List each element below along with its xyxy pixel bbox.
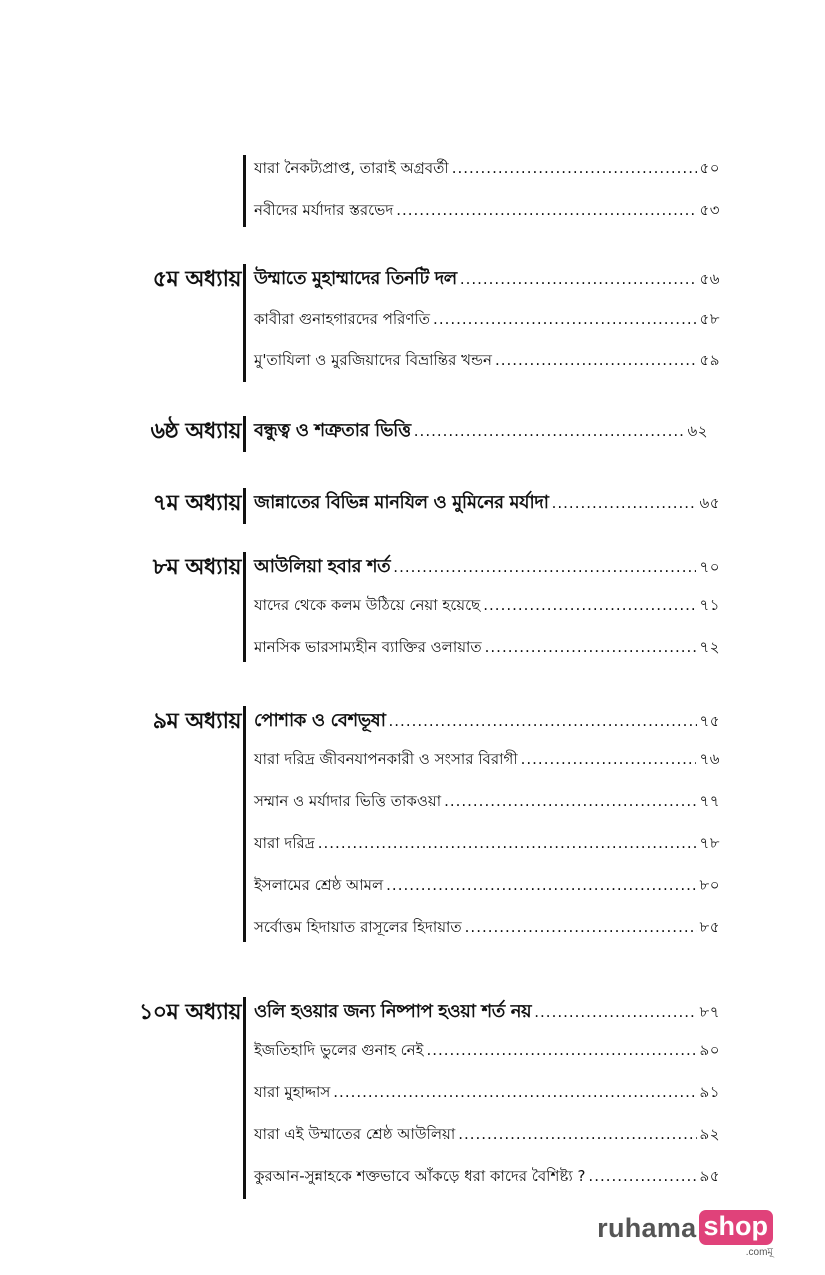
toc-entry[interactable] (254, 199, 720, 227)
toc-entry-page: ৭৫ (699, 712, 720, 730)
toc-entry-title: কুরআন-সুন্নাহকে শক্তভাবে আঁকড়ে ধরা কাদের বৈশিষ্ট্য ? (254, 1167, 586, 1185)
toc-entry-page: ৯১ (699, 1083, 720, 1101)
toc-entry-page: ৭২ (699, 638, 720, 656)
leader-dots (433, 310, 696, 328)
chapter-heading: ৬ষ্ঠ অধ্যায় (150, 419, 241, 444)
leader-dots (534, 1003, 696, 1021)
leader-dots (393, 558, 696, 576)
toc-entry[interactable] (254, 706, 720, 734)
toc-entry[interactable] (254, 832, 720, 860)
leader-dots (483, 596, 696, 614)
leader-dots (552, 494, 697, 512)
section-divider-line (243, 706, 246, 942)
toc-entry-page: ৬৫ (699, 494, 720, 512)
leader-dots (386, 876, 696, 894)
section-divider-line (243, 552, 246, 662)
toc-entry[interactable] (254, 748, 720, 776)
toc-entry-title: সর্বোত্তম হিদায়াত রাসূলের হিদায়াত (254, 918, 462, 936)
toc-entry[interactable] (254, 308, 720, 336)
toc-entry-title: ইসলামের শ্রেষ্ঠ আমল (254, 876, 384, 894)
ruhamashop-logo[interactable] (597, 1210, 773, 1262)
toc-entry-page: ৬২ (687, 422, 708, 440)
toc-entry[interactable] (254, 264, 720, 292)
toc-entry-page: ৭৬ (699, 750, 720, 768)
leader-dots (485, 638, 697, 656)
toc-entry-page: ৯২ (699, 1125, 720, 1143)
toc-entry[interactable] (254, 1039, 720, 1067)
toc-entry-title: বন্ধুত্ব ও শত্রুতার ভিত্তি (254, 420, 411, 441)
toc-entry-page: ৫৩ (699, 201, 720, 219)
toc-entry-title: সম্মান ও মর্যাদার ভিত্তি তাকওয়া (254, 792, 442, 810)
toc-entry-page: ৫৯ (699, 351, 720, 369)
toc-entry-title: যারা দরিদ্র জীবনযাপনকারী ও সংসার বিরাগী (254, 750, 518, 768)
leader-dots (414, 422, 685, 440)
toc-entry[interactable] (254, 552, 720, 580)
toc-entry-page: ৮৫ (699, 918, 720, 936)
toc-entry-page: ৯০ (699, 1041, 720, 1059)
toc-entry-page: ৯৫ (699, 1167, 720, 1185)
chapter-heading: ৫ম অধ্যায় (152, 267, 241, 292)
toc-entry-page: ৫৬ (699, 270, 720, 288)
logo-text-ruhama: ruhama (597, 1213, 697, 1243)
toc-entry-title: মানসিক ভারসাম্যহীন ব্যাক্তির ওলায়াত (254, 638, 482, 656)
toc-entry[interactable] (254, 636, 720, 664)
toc-entry-page: ৫০ (699, 159, 720, 177)
leader-dots (460, 270, 697, 288)
toc-entry-title: আউলিয়া হবার শর্ত (254, 556, 391, 577)
logo-text-tld: .comমূ (745, 1247, 773, 1258)
leader-dots (396, 201, 696, 219)
chapter-heading: ৯ম অধ্যায় (152, 709, 241, 734)
logo-text-shop: shop (699, 1210, 774, 1245)
leader-dots (588, 1167, 696, 1185)
toc-entry-page: ৭৭ (699, 792, 720, 810)
leader-dots (389, 712, 697, 730)
toc-entry-title: জান্নাতের বিভিন্ন মানযিল ও মুমিনের মর্যাদা (254, 492, 549, 513)
leader-dots (444, 792, 696, 810)
toc-entry-page: ৭১ (699, 596, 720, 614)
leader-dots (458, 1125, 696, 1143)
toc-entry[interactable] (254, 997, 720, 1025)
leader-dots (465, 918, 697, 936)
toc-entry[interactable] (254, 1123, 720, 1151)
toc-entry-title: যারা দরিদ্র (254, 834, 315, 852)
section-divider-line (243, 155, 246, 227)
toc-entry[interactable] (254, 1081, 720, 1109)
toc-entry-title: পোশাক ও বেশভূষা (254, 710, 386, 731)
leader-dots (318, 834, 697, 852)
toc-entry[interactable] (254, 349, 720, 377)
chapter-heading: ৭ম অধ্যায় (152, 491, 241, 516)
toc-entry-title: মু'তাযিলা ও মুরজিয়াদের বিভ্রান্তির খন্ডন (254, 351, 492, 369)
toc-entry-page: ৫৮ (699, 310, 720, 328)
section-divider-line (243, 416, 246, 452)
toc-entry[interactable] (254, 594, 720, 622)
leader-dots (452, 159, 697, 177)
toc-entry[interactable] (254, 488, 720, 516)
leader-dots (426, 1041, 696, 1059)
toc-entry[interactable] (254, 790, 720, 818)
toc-entry-title: ওলি হওয়ার জন্য নিষ্পাপ হওয়া শর্ত নয় (254, 1001, 532, 1022)
toc-entry-title: যারা নৈকট্যপ্রাপ্ত, তারাই অগ্রবর্তী (254, 159, 449, 177)
toc-entry-page: ৭০ (699, 558, 720, 576)
toc-entry-title: যারা এই উম্মাতের শ্রেষ্ঠ আউলিয়া (254, 1125, 456, 1143)
toc-entry-title: ইজতিহাদি ভুলের গুনাহ নেই (254, 1041, 424, 1059)
section-divider-line (243, 488, 246, 524)
toc-entry-title: যারা মুহাদ্দাস (254, 1083, 331, 1101)
section-divider-line (243, 264, 246, 382)
toc-entry[interactable] (254, 874, 720, 902)
toc-entry-page: ৮০ (699, 876, 720, 894)
toc-entry-title: যাদের থেকে কলম উঠিয়ে নেয়া হয়েছে (254, 596, 481, 614)
toc-entry-page: ৭৮ (699, 834, 720, 852)
chapter-heading: ১০ম অধ্যায় (138, 1000, 241, 1025)
leader-dots (333, 1083, 696, 1101)
section-divider-line (243, 997, 246, 1199)
chapter-heading: ৮ম অধ্যায় (152, 555, 241, 580)
toc-entry[interactable] (254, 916, 720, 944)
toc-entry-title: কাবীরা গুনাহগারদের পরিণতি (254, 310, 431, 328)
toc-entry[interactable] (254, 157, 720, 185)
toc-entry[interactable] (254, 1165, 720, 1193)
leader-dots (495, 351, 697, 369)
logo-badge (699, 1210, 774, 1262)
toc-entry-title: উম্মাতে মুহাম্মাদের তিনটি দল (254, 268, 457, 289)
toc-entry-title: নবীদের মর্যাদার স্তরভেদ (254, 201, 394, 219)
leader-dots (521, 750, 697, 768)
toc-entry[interactable] (254, 416, 708, 444)
toc-entry-page: ৮৭ (699, 1003, 720, 1021)
